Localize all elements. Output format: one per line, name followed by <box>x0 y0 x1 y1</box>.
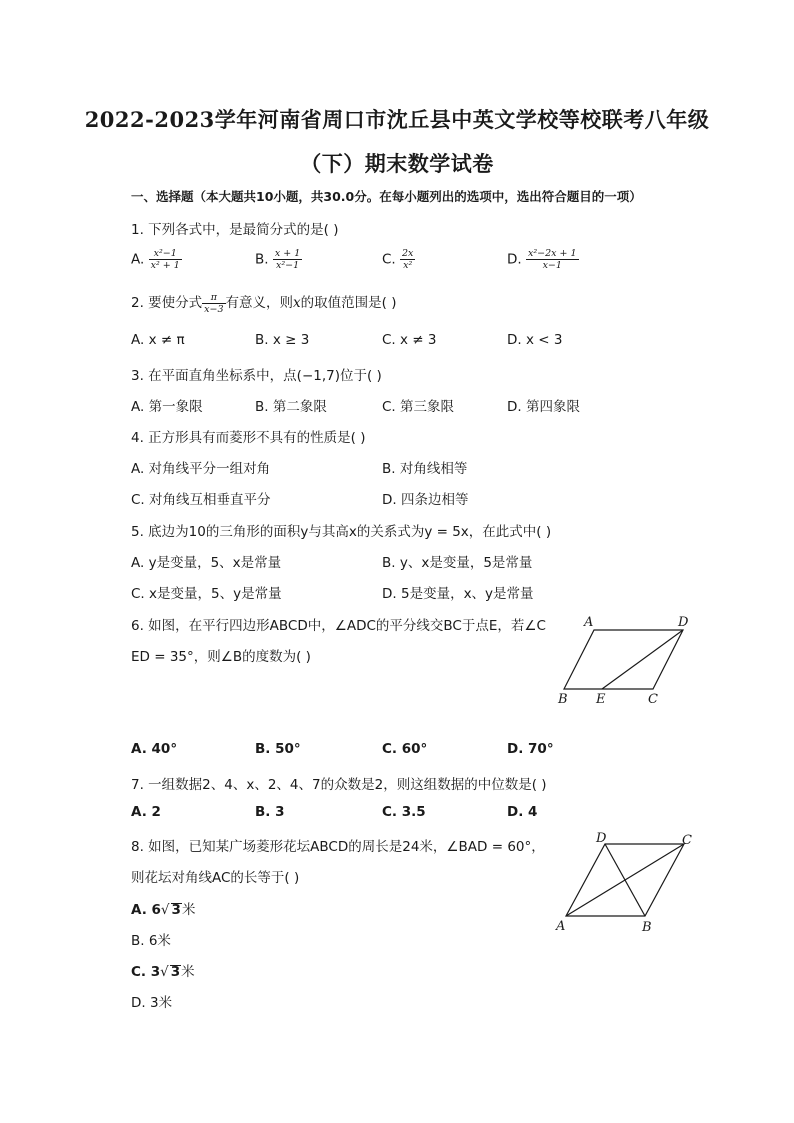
question-6-stem-line1: 6. 如图，在平行四边形ABCD中，∠ADC的平分线交BC于点E，若∠C <box>131 618 546 634</box>
fraction: $\frac{2x}{\text{x²}}$ <box>402 248 414 271</box>
parallelogram-figure <box>548 612 698 707</box>
question-8-option-c[interactable]: C. 3√ 3米 <box>131 964 195 980</box>
fraction: $\frac{\pi}{x-3}$ <box>204 291 224 315</box>
question-4-stem: 4. 正方形具有而菱形不具有的性质是( ) <box>131 430 366 446</box>
question-6-option-b[interactable]: B. 50° <box>255 741 301 757</box>
point-label-d: D <box>596 831 607 846</box>
sqrt-symbol: √ <box>160 964 169 980</box>
question-7-option-d[interactable]: D. 4 <box>507 804 538 820</box>
question-8-option-d[interactable]: D. 3米 <box>131 995 173 1011</box>
parallelogram-abcd <box>564 630 683 689</box>
question-7-option-c[interactable]: C. 3.5 <box>382 804 426 820</box>
question-1-option-b[interactable]: B. $\frac{x + 1}{\text{x²−1}}$ <box>255 248 301 271</box>
question-4-option-b[interactable]: B. 对角线相等 <box>382 461 468 477</box>
point-label-a: A <box>584 615 594 630</box>
bisector-de <box>602 630 683 689</box>
question-7-option-a[interactable]: A. 2 <box>131 804 161 820</box>
fraction: $\frac{x + 1}{\text{x²−1}}$ <box>274 248 301 271</box>
point-label-c: C <box>648 692 658 707</box>
question-5-option-c[interactable]: C. x是变量，5、y是常量 <box>131 586 282 602</box>
sqrt-symbol: √ <box>160 902 170 918</box>
question-7-option-b[interactable]: B. 3 <box>255 804 285 820</box>
question-5-option-d[interactable]: D. 5是变量，x、y是常量 <box>382 586 534 602</box>
question-4-option-a[interactable]: A. 对角线平分一组对角 <box>131 461 271 477</box>
question-8-option-b[interactable]: B. 6米 <box>131 933 171 949</box>
question-2-option-a[interactable]: A. x ≠ π <box>131 332 185 348</box>
question-5-stem: 5. 底边为10的三角形的面积y与其高x的关系式为y = 5x，在此式中( ) <box>131 524 552 540</box>
fraction: $\frac{\text{x²−1}}{\text{x² + 1}}$ <box>150 248 180 271</box>
question-4-option-d[interactable]: D. 四条边相等 <box>382 492 469 508</box>
question-6-option-d[interactable]: D. 70° <box>507 741 554 757</box>
section-heading: 一、选择题（本大题共10小题，共30.0分。在每小题列出的选项中，选出符合题目的一项） <box>131 189 642 204</box>
point-label-c: C <box>682 833 692 848</box>
question-2-stem: 2. 要使分式 $\frac{\pi}{x-3}$ 有意义，则x的取值范围是( ) <box>131 291 397 315</box>
question-1-option-c[interactable]: C. $\frac{2x}{\text{x²}}$ <box>382 248 414 271</box>
question-8-stem-line1: 8. 如图，已知某广场菱形花坛ABCD的周长是24米，∠BAD = 60°， <box>131 839 545 855</box>
point-label-a: A <box>556 919 566 934</box>
question-5-option-a[interactable]: A. y是变量，5、x是常量 <box>131 555 282 571</box>
question-3-option-d[interactable]: D. 第四象限 <box>507 399 580 415</box>
exam-title-line2: （下）期末数学试卷 <box>300 151 494 176</box>
question-6-option-a[interactable]: A. 40° <box>131 741 178 757</box>
question-3-option-b[interactable]: B. 第二象限 <box>255 399 327 415</box>
question-2-option-b[interactable]: B. x ≥ 3 <box>255 332 310 348</box>
question-5-option-b[interactable]: B. y、x是变量，5是常量 <box>382 555 533 571</box>
point-label-d: D <box>678 615 689 630</box>
fraction: $\frac{\text{x²−2x + 1}}{x-1}$ <box>527 248 577 271</box>
question-8-stem-line2: 则花坛对角线AC的长等于( ) <box>131 870 300 886</box>
question-3-option-a[interactable]: A. 第一象限 <box>131 399 203 415</box>
question-3-option-c[interactable]: C. 第三象限 <box>382 399 455 415</box>
exam-title-line1: 2022-2023学年河南省周口市沈丘县中英文学校等校联考八年级 <box>84 107 710 132</box>
question-1-option-d[interactable]: D. $\frac{\text{x²−2x + 1}}{x-1}$ <box>507 248 577 271</box>
question-6-option-c[interactable]: C. 60° <box>382 741 428 757</box>
question-2-option-c[interactable]: C. x ≠ 3 <box>382 332 437 348</box>
point-label-b: B <box>642 920 652 935</box>
point-label-e: E <box>596 692 606 707</box>
question-7-stem: 7. 一组数据2、4、x、2、4、7的众数是2，则这组数据的中位数是( ) <box>131 777 547 793</box>
point-label-b: B <box>558 692 568 707</box>
diagonal-bd <box>605 844 645 916</box>
question-2-option-d[interactable]: D. x < 3 <box>507 332 563 348</box>
rhombus-figure <box>550 830 700 936</box>
question-8-option-a[interactable]: A. 6√ 3米 <box>131 902 196 918</box>
question-3-stem: 3. 在平面直角坐标系中，点(−1,7)位于( ) <box>131 368 382 384</box>
question-1-stem: 1. 下列各式中，是最简分式的是( ) <box>131 222 339 238</box>
question-4-option-c[interactable]: C. 对角线互相垂直平分 <box>131 492 271 508</box>
question-1-option-a[interactable]: A. $\frac{\text{x²−1}}{\text{x² + 1}}$ <box>131 248 180 271</box>
question-6-stem-line2: ED = 35°，则∠B的度数为( ) <box>131 649 311 665</box>
